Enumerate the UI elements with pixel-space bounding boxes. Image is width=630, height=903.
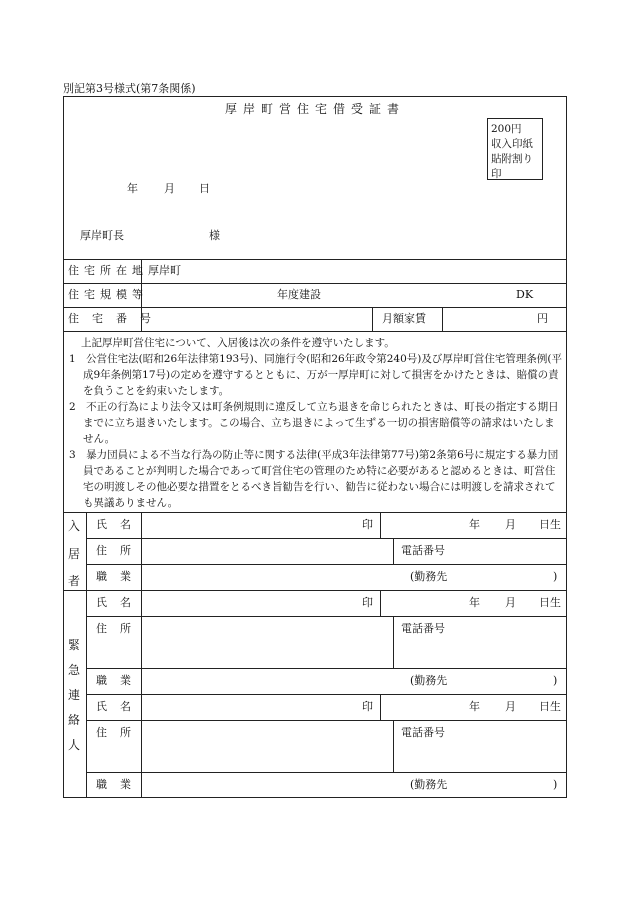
- emergency-label-3: 連: [67, 688, 80, 702]
- resident-phone-label: 電話番号: [401, 544, 445, 557]
- stamp-line-label: 収入印紙: [491, 138, 533, 150]
- emergency1-seal: 印: [362, 596, 373, 609]
- date-month: 月: [164, 182, 175, 195]
- emergency2-phone-label: 電話番号: [401, 726, 445, 739]
- resident-label-1: 入: [67, 519, 80, 533]
- conditions-intro: 上記厚岸町営住宅について、入居後は次の条件を遵守いたします。: [81, 337, 395, 349]
- condition-item-3: 3 暴力団員による不当な行為の防止等に関する法律(平成3年法律第77号)第2条第6号に規定する暴力団員であることが判明した場合であって町営住宅の管理のため特に必要があると認めるときは、町営住宅の明渡しその他必要な措置をとるべき旨勧告を行い、勧告に従わない場合には明渡しを請求されても異議ありません。: [69, 449, 559, 509]
- emergency1-phone-label: 電話番号: [401, 622, 445, 635]
- stamp-line-seal: 印: [491, 168, 502, 180]
- emergency2-birth-day: 日生: [539, 700, 561, 713]
- emergency2-job-label: 職業: [96, 778, 144, 791]
- emergency2-workplace-open: (勤務先: [410, 778, 448, 791]
- emergency2-birth-year: 年: [469, 700, 480, 713]
- resident-workplace-close: ): [553, 570, 558, 583]
- emergency-label-2: 急: [67, 663, 80, 677]
- resident-workplace-open: (勤務先: [410, 570, 448, 583]
- addressee-mayor: 厚岸町長: [80, 229, 124, 242]
- resident-job-label: 職業: [96, 570, 144, 583]
- resident-label-2: 居: [67, 547, 80, 561]
- revenue-stamp-box: [487, 118, 543, 180]
- emergency1-birth-year: 年: [469, 596, 480, 609]
- location-value: 厚岸町: [148, 264, 181, 277]
- scale-dk: DK: [516, 288, 534, 301]
- emergency2-birth-month: 月: [505, 700, 516, 713]
- date-year: 年: [127, 182, 138, 195]
- emergency-label-4: 絡: [67, 713, 80, 727]
- condition-item-2: 2 不正の行為により法令又は町条例規則に違反して立ち退きを命じられたときは、町長の指定する期日までに立ち退きいたします。この場合、立ち退きによって生ずる一切の損害賠償等の請求はいたしません。: [69, 401, 559, 445]
- emergency1-address-label: 住所: [96, 622, 144, 635]
- conditions-block: [69, 335, 563, 511]
- resident-name-label: 氏名: [96, 518, 144, 531]
- rent-label: 月額家賃: [382, 312, 426, 325]
- addressee-honorific: 様: [209, 229, 220, 242]
- stamp-line-attach: 貼附割り: [491, 153, 533, 165]
- emergency1-workplace-close: ): [553, 674, 558, 687]
- scale-label: 住宅規模等: [68, 288, 148, 301]
- resident-seal: 印: [362, 518, 373, 531]
- page-title: 厚岸町営住宅借受証書: [224, 102, 405, 116]
- scale-built-year: 年度建設: [277, 288, 321, 301]
- emergency1-birth-day: 日生: [539, 596, 561, 609]
- emergency-label-1: 緊: [67, 638, 80, 652]
- form-label: 別記第3号様式(第7条関係): [63, 82, 196, 95]
- rent-unit: 円: [537, 312, 548, 325]
- location-label: 住宅所在地: [68, 264, 148, 277]
- date-day: 日: [199, 182, 210, 195]
- emergency2-seal: 印: [362, 700, 373, 713]
- emergency1-job-label: 職業: [96, 674, 144, 687]
- stamp-line-amount: 200円: [491, 123, 522, 135]
- emergency-label-5: 人: [67, 738, 80, 752]
- condition-item-1: 1 公営住宅法(昭和26年法律第193号)、同施行令(昭和26年政令第240号)及び厚岸町営住宅管理条例(平成9年条例第17号)の定めを遵守するとともに、万が一厚岸町に対して損害をかけたときは、賠償の責を負うことを約束いたします。: [69, 353, 562, 397]
- house-number-label: 住宅番号: [68, 312, 164, 325]
- emergency1-workplace-open: (勤務先: [410, 674, 448, 687]
- resident-birth-year: 年: [469, 518, 480, 531]
- emergency2-workplace-close: ): [553, 778, 558, 791]
- resident-birth-day: 日生: [539, 518, 561, 531]
- resident-label-3: 者: [67, 574, 80, 588]
- emergency2-name-label: 氏名: [96, 700, 144, 713]
- emergency1-birth-month: 月: [505, 596, 516, 609]
- emergency2-address-label: 住所: [96, 726, 144, 739]
- resident-birth-month: 月: [505, 518, 516, 531]
- resident-address-label: 住所: [96, 544, 144, 557]
- emergency1-name-label: 氏名: [96, 596, 144, 609]
